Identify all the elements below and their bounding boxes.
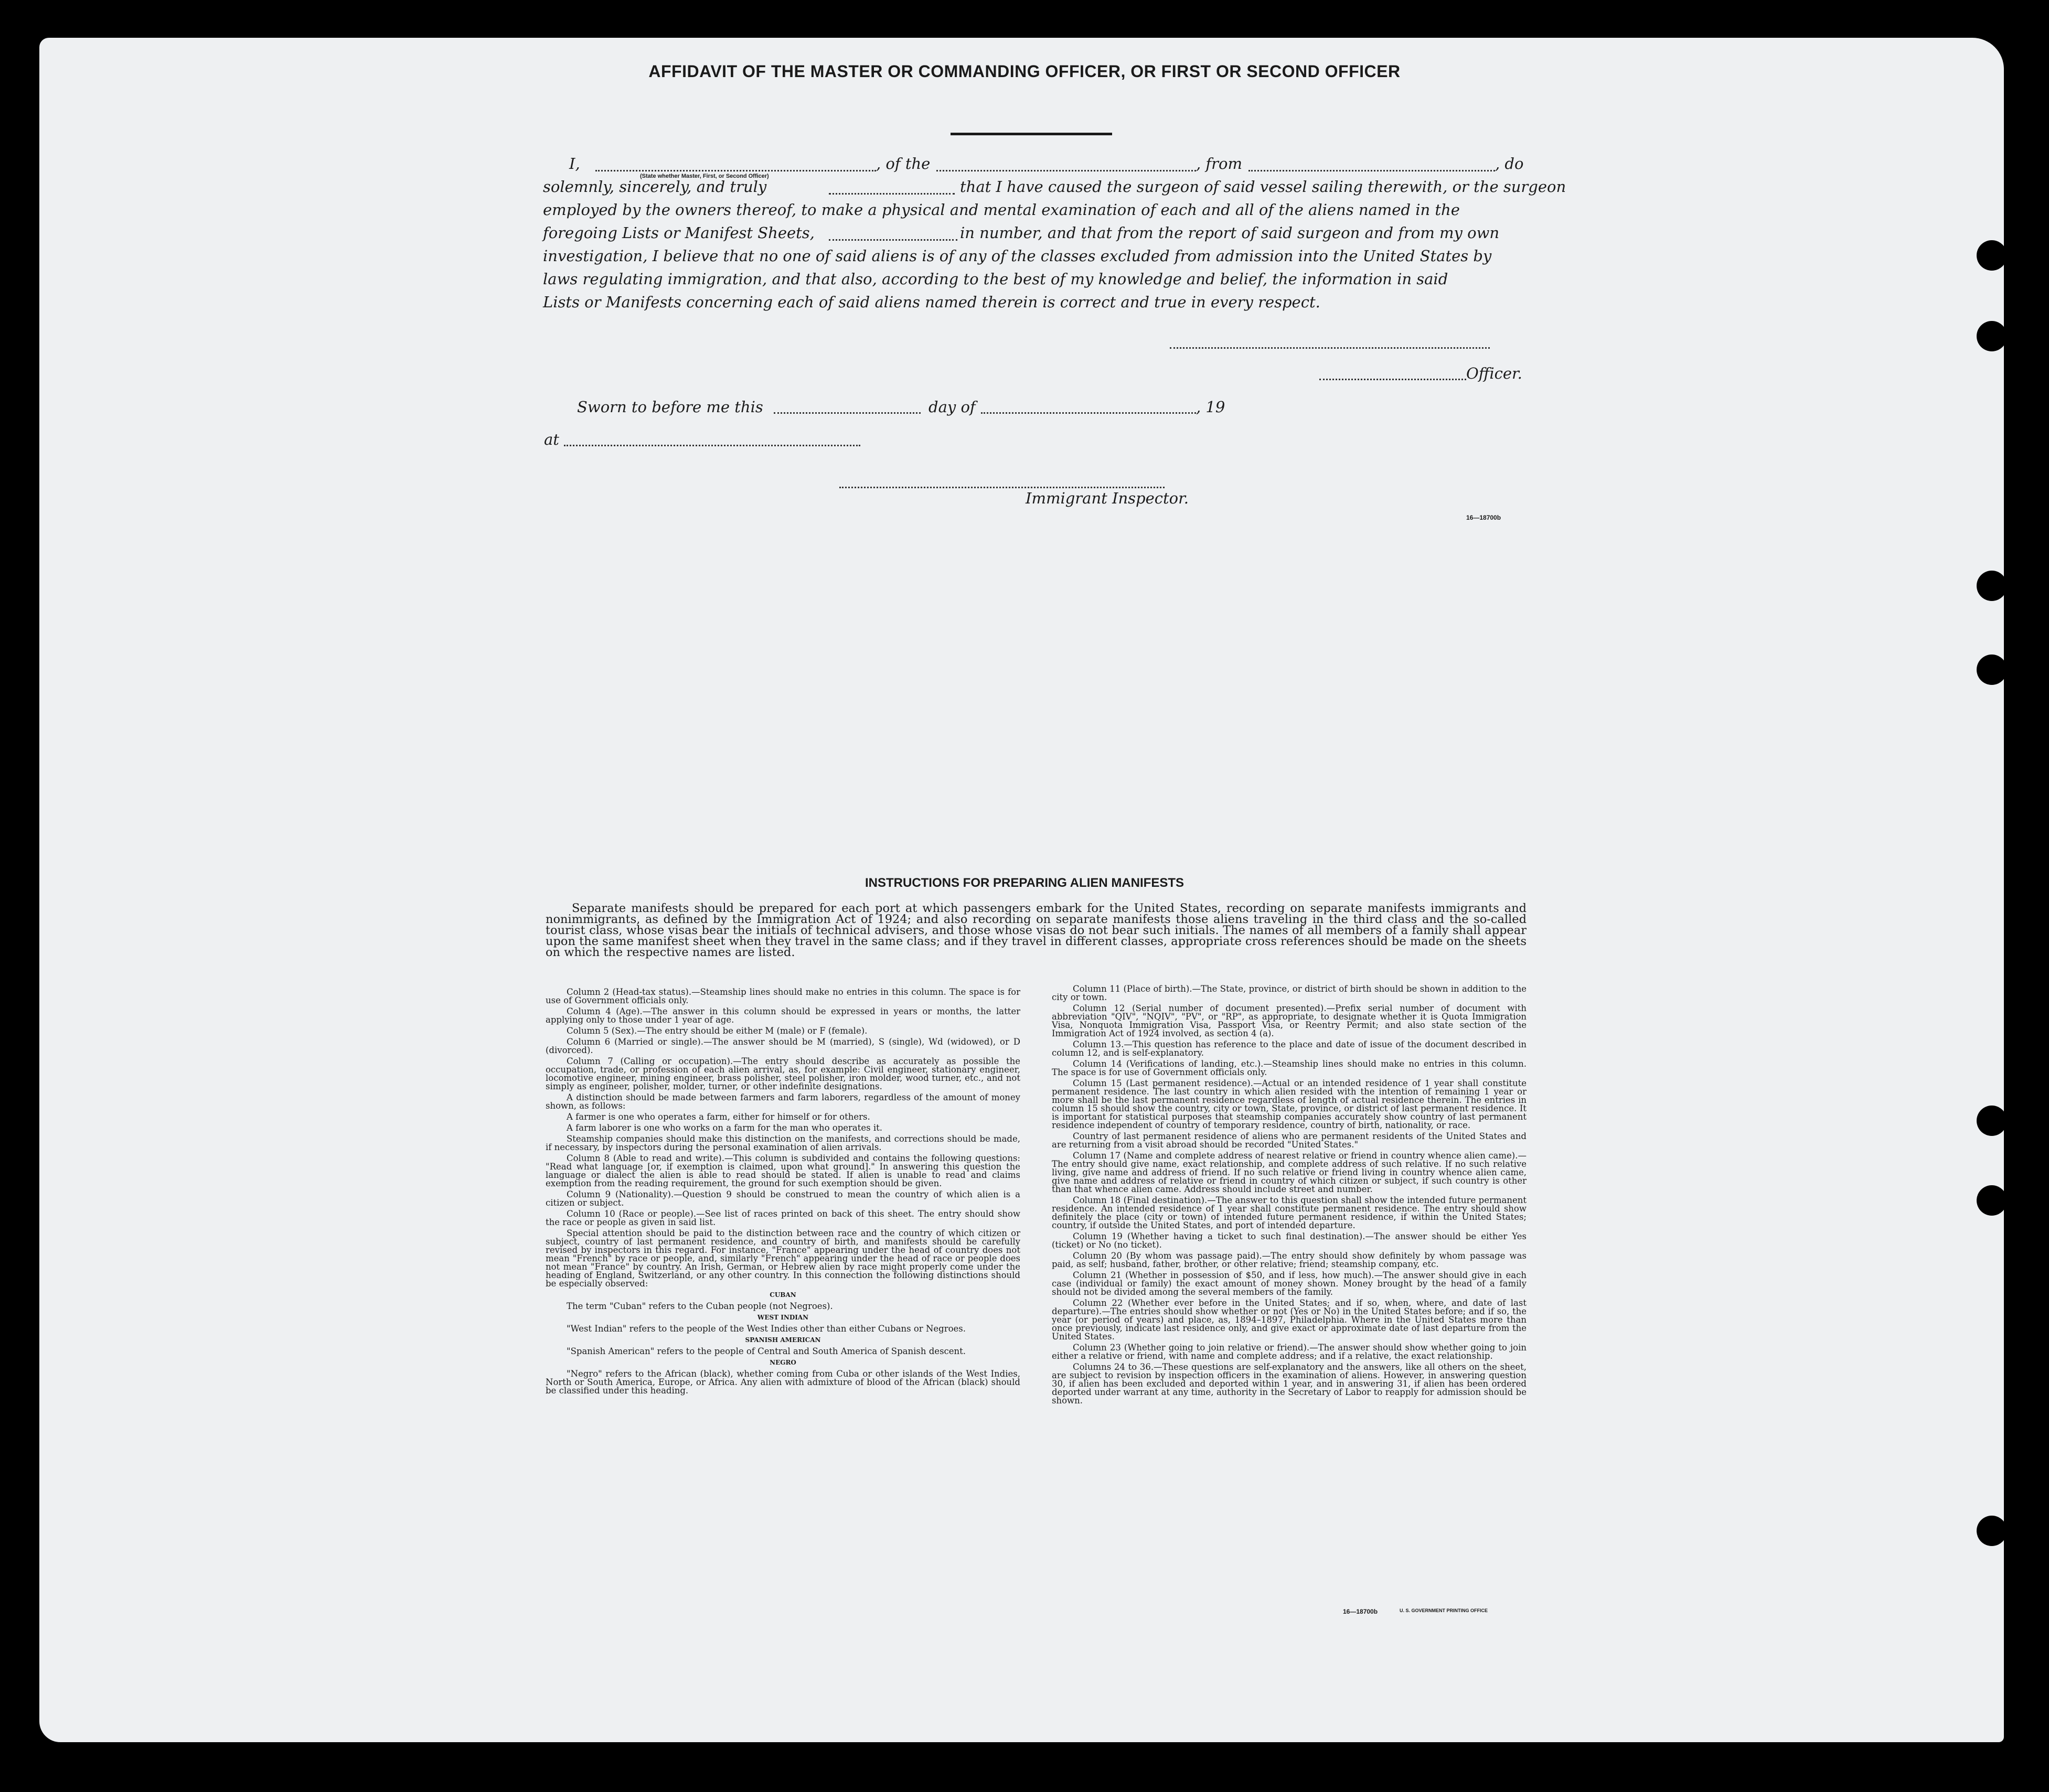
- affidavit-line5: investigation, I believe that no one of said aliens is of any of the classes excluded from admission into the United States by: [543, 247, 1492, 265]
- instruction-paragraph: A farm laborer is one who works on a farm for the man who operates it.: [567, 1123, 883, 1133]
- day-of-label: day of: [929, 398, 976, 416]
- instruction-paragraph: Column 21 (Whether in possession of $50, and if less, how much).—The answer should give in each case (individual or family) the exact amount of money shown. Money brought by the head of a family should not be divided among the several members of the family.: [1052, 1270, 1527, 1297]
- instruction-paragraph: Column 19 (Whether having a ticket to such final destination).—The answer should be either Yes (ticket) or No (no ticket).: [1052, 1231, 1527, 1250]
- instruction-paragraph: Column 18 (Final destination).—The answer to this question shall show the intended future permanent residence. An intended residence of 1 year shall constitute permanent residence. The entry should show definitely the place (city or town) of intended future permanent residence, if within the United States; country, if outside the United States, and port of intended departure.: [1052, 1195, 1527, 1230]
- sworn-day-field[interactable]: [774, 412, 921, 414]
- instruction-paragraph: Column 22 (Whether ever before in the United States; and if so, when, where, and date of last departure).—The entries should show whether or not (Yes or No) in the United States before; and if so, the year (or period of years) and place, as, 1894–1897, Philadelphia. Where in the United States more than once previously, indicate last residence only, and give exact or approximate date of last departure from the United States.: [1052, 1298, 1527, 1342]
- instruction-paragraph: Column 6 (Married or single).—The answer should be M (married), S (single), Wd (widowed), or D (divorced).: [546, 1037, 1020, 1055]
- instruction-paragraph: Column 12 (Serial number of document presented).—Prefix serial number of document with abbreviation "QIV", "NQIV", "PV", or "RP", as appropriate, to designate whether it is Quota Immigration Visa, Nonquota Immigration Visa, Passport Visa, or Reentry Permit; and also state section of the Immigration Act of 1924 involved, as section 4 (a).: [1052, 1003, 1527, 1038]
- subheading-west-indian: WEST INDIAN: [757, 1314, 809, 1321]
- intro-text: Separate manifests should be prepared for each port at which passengers embark for the United States, recording on separate manifests immigrants and nonimmigrants, as defined by the Immigration Act of 1924; and also recording on separate manifests those aliens traveling in the third class and the so-called tourist class, whose visas bear the initials of technical advisers, and those whose visas do not bear such initials. The names of all members of a family shall appear upon the same manifest sheet when they travel in the same class; and if they travel in different classes, appropriate cross references should be made on the sheets on which the respective names are listed.: [546, 902, 1527, 959]
- affidavit-line2a: solemnly, sincerely, and truly: [543, 178, 767, 196]
- swear-or-affirm-field[interactable]: [829, 193, 955, 195]
- departure-port-field[interactable]: [1248, 170, 1495, 171]
- subheading-negro: NEGRO: [770, 1359, 796, 1366]
- instruction-paragraph: Country of last permanent residence of aliens who are permanent residents of the United States and are returning from a visit abroad should be recorded "United States.": [1052, 1131, 1527, 1150]
- officer-label: Officer.: [1466, 364, 1522, 382]
- instruction-paragraph: Column 13.—This question has reference to the place and date of issue of the document described in column 12, and is self-explanatory.: [1052, 1039, 1527, 1058]
- subheading-cuban: CUBAN: [770, 1291, 796, 1299]
- year-label: , 19: [1196, 398, 1225, 416]
- instruction-paragraph: Column 7 (Calling or occupation).—The entry should describe as accurately as possible the occupation, trade, or profession of each alien arrival, as, for example: Civil engineer, stationary engineer, locomotive engineer, mining engineer, brass polisher, steel polisher, iron molder, wood turner, etc., and not simply as engineer, polisher, molder, turner, or other indefinite designations.: [546, 1056, 1020, 1091]
- binder-hole: [1977, 321, 2007, 351]
- instruction-paragraph: "Spanish American" refers to the people of Central and South America of Spanish descent.: [567, 1346, 966, 1356]
- instruction-paragraph: Column 4 (Age).—The answer in this column should be expressed in years or months, the latter applying only to those under 1 year of age.: [546, 1006, 1020, 1025]
- instruction-paragraph: Column 14 (Verifications of landing, etc.).—Steamship lines should make no entries in this column. The space is for use of Government officials only.: [1052, 1059, 1527, 1077]
- instruction-paragraph: Column 5 (Sex).—The entry should be either M (male) or F (female).: [567, 1026, 868, 1036]
- rank-hint: (State whether Master, First, or Second Officer): [640, 173, 769, 179]
- binder-hole: [1977, 240, 2007, 271]
- instruction-paragraph: Column 9 (Nationality).—Question 9 should be construed to mean the country of which alien is a citizen or subject.: [546, 1189, 1020, 1208]
- officer-name-field[interactable]: [1319, 379, 1466, 380]
- subheading-spanish-american: SPANISH AMERICAN: [745, 1336, 821, 1344]
- instruction-paragraph: Column 17 (Name and complete address of nearest relative or friend in country whence alien came).—The entry should give name, exact relationship, and complete address of such relative. If no such relative living, give name and address of friend. If no such relative or friend living in country whence alien came, give name and address of relative or friend in country of which citizen or subject, if such country is other than that whence alien came. Address should include street and number.: [1052, 1151, 1527, 1194]
- footer-form-code: 16—18700b: [1343, 1608, 1378, 1615]
- instruction-paragraph: Column 15 (Last permanent residence).—Actual or an intended residence of 1 year shall constitute permanent residence. The last country in which alien resided with the intention of remaining 1 year or more shall be the last permanent residence regardless of length of actual residence therein. The entries in column 15 should show the country, city or town, State, province, or district of last permanent residence. It is important for statistical purposes that steamship companies accurately show country of last permanent residence independent of country of temporary residence, country of birth, nationality, or race.: [1052, 1078, 1527, 1130]
- instruction-paragraph: Columns 24 to 36.—These questions are self-explanatory and the answers, like all others on the sheet, are subject to revision by inspection officers in the examination of aliens. However, in answering question 30, if alien has been excluded and deported within 1 year, and in answering 31, if alien has been ordered deported under warrant at any time, authority in the Secretary of Labor to reapply for admission should be shown.: [1052, 1362, 1527, 1405]
- title-underline: [951, 133, 1112, 135]
- affidavit-of-the: , of the: [876, 155, 931, 173]
- instruction-paragraph: Column 20 (By whom was passage paid).—The entry should show definitely by whom passage was paid, as self; husband, father, brother, or other relative; friend; steamship company, etc.: [1052, 1251, 1527, 1269]
- affidavit-line2b: that I have caused the surgeon of said vessel sailing therewith, or the surgeon: [960, 178, 1566, 196]
- binder-hole: [1977, 654, 2007, 685]
- instruction-paragraph: Column 2 (Head-tax status).—Steamship lines should make no entries in this column. The space is for use of Government officials only.: [546, 987, 1020, 1005]
- affidavit-line6: laws regulating immigration, and that also, according to the best of my knowledge and belief, the information in said: [543, 270, 1448, 288]
- affidavit-line7: Lists or Manifests concerning each of said aliens named therein is correct and true in every respect.: [543, 293, 1320, 311]
- instruction-paragraph: Steamship companies should make this distinction on the manifests, and corrections should be made, if necessary, by inspectors during the personal examination of alien arrivals.: [546, 1134, 1020, 1152]
- affidavit-line4a: foregoing Lists or Manifest Sheets,: [543, 224, 815, 242]
- binder-hole: [1977, 1185, 2007, 1216]
- instruction-paragraph: "Negro" refers to the African (black), whether coming from Cuba or other islands of the West Indies, North or South America, Europe, or Africa. Any alien with admixture of blood of the African (black) should be classified under this heading.: [546, 1369, 1020, 1396]
- instruction-paragraph: "West Indian" refers to the people of the West Indies other than either Cubans or Negroes.: [567, 1324, 966, 1334]
- sheet-count-field[interactable]: [829, 239, 957, 241]
- affidavit-line4b: in number, and that from the report of said surgeon and from my own: [960, 224, 1500, 242]
- sworn-label: Sworn to before me this: [577, 398, 763, 416]
- officer-rank-field[interactable]: [595, 170, 876, 171]
- binder-hole: [1977, 1106, 2007, 1136]
- sworn-place-field[interactable]: [564, 445, 860, 446]
- instruction-paragraph: A distinction should be made between farmers and farm laborers, regardless of the amount of money shown, as follows:: [546, 1092, 1020, 1111]
- inspector-label: Immigrant Inspector.: [1026, 489, 1189, 507]
- instructions-title: INSTRUCTIONS FOR PREPARING ALIEN MANIFESTS: [865, 876, 1184, 890]
- instruction-paragraph: Column 11 (Place of birth).—The State, province, or district of birth should be shown in addition to the city or town.: [1052, 984, 1527, 1002]
- affidavit-i: I,: [569, 155, 580, 173]
- affidavit-line3: employed by the owners thereof, to make a physical and mental examination of each and all of the aliens named in the: [543, 201, 1460, 219]
- instruction-paragraph: Column 10 (Race or people).—See list of races printed on back of this sheet. The entry should show the race or people as given in said list.: [546, 1209, 1020, 1227]
- printer-imprint: U. S. GOVERNMENT PRINTING OFFICE: [1400, 1608, 1488, 1613]
- affidavit-form-code: 16—18700b: [1466, 514, 1501, 521]
- affidavit-do: , do: [1495, 155, 1524, 173]
- binder-hole: [1977, 571, 2007, 601]
- instructions-intro: [546, 903, 1527, 958]
- officer-signature-field[interactable]: [1170, 347, 1490, 349]
- instruction-paragraph: A farmer is one who operates a farm, either for himself or for others.: [567, 1112, 870, 1122]
- affidavit-from: , from: [1196, 155, 1242, 173]
- at-label: at: [544, 431, 559, 448]
- instruction-paragraph: Special attention should be paid to the distinction between race and the country of which citizen or subject, country of last permanent residence, and country of birth, and manifests should be carefully revised by inspectors in this regard. For instance, "France" appearing under the head of country does not mean "French" by race or people, and, similarly "French" appearing under the head of race or people does not mean "France" by country. An Irish, German, or Hebrew alien by race might properly come under the heading of England, Switzerland, or any other country. In this connection the following distinctions should be especially observed:: [546, 1228, 1020, 1289]
- sworn-month-field[interactable]: [981, 412, 1196, 414]
- instruction-paragraph: Column 23 (Whether going to join relative or friend).—The answer should show whether going to join either a relative or friend, with name and complete address; and if a relative, the exact relationship.: [1052, 1343, 1527, 1361]
- instructions-left-column: [546, 988, 1020, 1398]
- instruction-paragraph: Column 8 (Able to read and write).—This column is subdivided and contains the following questions: "Read what language [or, if exemption is claimed, upon what ground]." In answering this question the language or dialect the alien is able to read should be stated. If alien is unable to read and claims exemption from the reading requirement, the ground for such exemption should be given.: [546, 1153, 1020, 1188]
- instruction-paragraph: The term "Cuban" refers to the Cuban people (not Negroes).: [567, 1301, 833, 1311]
- vessel-name-field[interactable]: [936, 170, 1196, 171]
- instructions-right-column: [1052, 985, 1527, 1408]
- affidavit-title: AFFIDAVIT OF THE MASTER OR COMMANDING OFFICER, OR FIRST OR SECOND OFFICER: [648, 62, 1401, 81]
- binder-hole: [1977, 1516, 2007, 1546]
